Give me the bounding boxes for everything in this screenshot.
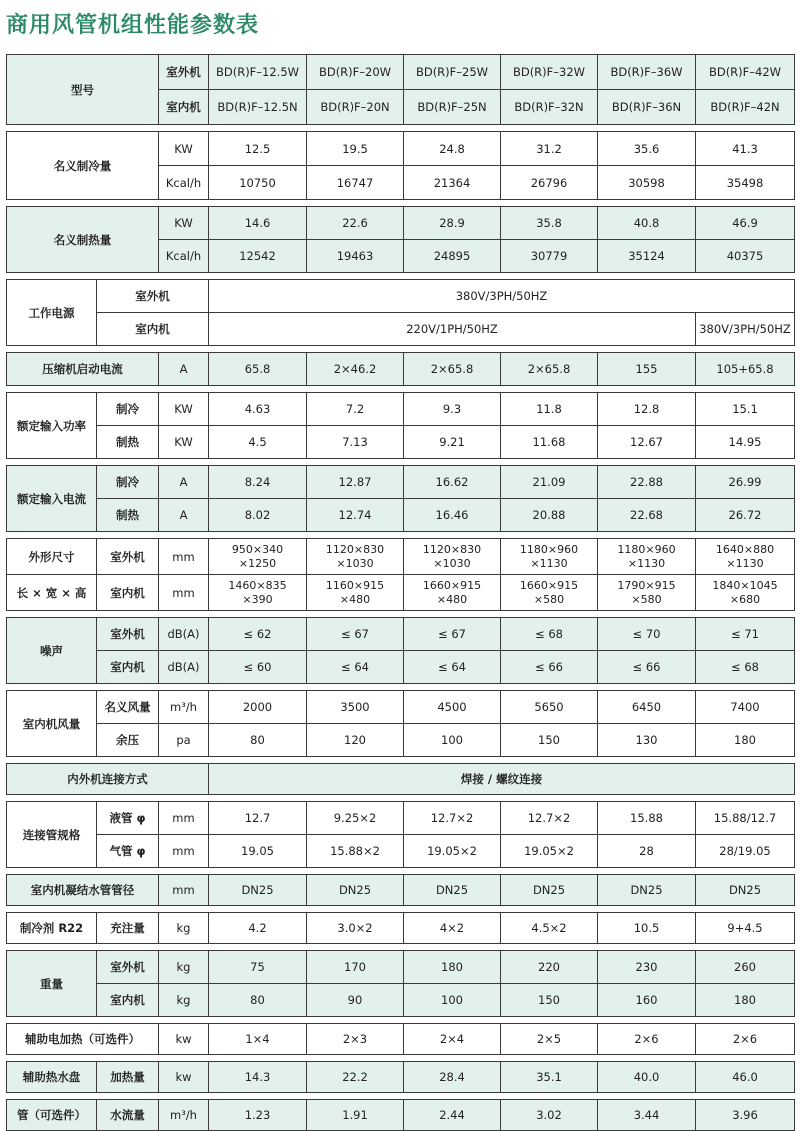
noise-outdoor-cell: ≤ 70 — [598, 618, 696, 651]
row-label-refrigerant: 制冷剂 R22 — [7, 913, 97, 944]
input-current-cool-cell: 22.88 — [598, 466, 696, 499]
pipe-gas-cell: 19.05 — [209, 835, 307, 868]
sub-label: 余压 — [97, 724, 159, 757]
model-indoor-cell: BD(R)F–25N — [404, 90, 501, 125]
sub-label: 室外机 — [97, 618, 159, 651]
hot-water-heat-cell: 40.0 — [598, 1062, 696, 1093]
noise-indoor-cell: ≤ 66 — [598, 651, 696, 684]
dim-line: 1460×835 — [228, 578, 287, 592]
input-power-cool-cell: 11.8 — [501, 393, 598, 426]
noise-indoor-cell: ≤ 64 — [404, 651, 501, 684]
input-current-heat-cell: 22.68 — [598, 499, 696, 532]
heating-kcal-cell: 35124 — [598, 240, 696, 273]
input-power-cool-cell: 4.63 — [209, 393, 307, 426]
pipe-liquid-cell: 15.88 — [598, 802, 696, 835]
drain-cell: DN25 — [307, 875, 404, 906]
heating-kcal-cell: 12542 — [209, 240, 307, 273]
sub-label: 制热 — [97, 426, 159, 459]
unit-cell: dB(A) — [159, 651, 209, 684]
refrigerant-cell: 3.0×2 — [307, 913, 404, 944]
dim-outdoor-cell — [696, 539, 795, 575]
pressure-cell: 120 — [307, 724, 404, 757]
model-outdoor-cell: BD(R)F–20W — [307, 55, 404, 90]
row-label-weight: 重量 — [7, 951, 97, 1017]
model-outdoor-cell: BD(R)F–36W — [598, 55, 696, 90]
pipe-liquid-cell: 9.25×2 — [307, 802, 404, 835]
sub-label: 充注量 — [97, 913, 159, 944]
input-current-heat-cell: 8.02 — [209, 499, 307, 532]
row-label-dimensions-lwh: 长 × 宽 × 高 — [7, 575, 97, 611]
pipe-liquid-cell: 12.7 — [209, 802, 307, 835]
heating-kw-cell: 28.9 — [404, 207, 501, 240]
input-power-heat-cell: 11.68 — [501, 426, 598, 459]
pressure-cell: 180 — [696, 724, 795, 757]
heating-kcal-cell: 40375 — [696, 240, 795, 273]
unit-cell: kg — [159, 984, 209, 1017]
cooling-kw-cell: 35.6 — [598, 132, 696, 166]
dim-line: ×580 — [533, 592, 565, 606]
unit-cell: A — [159, 499, 209, 532]
dim-line: 1840×1045 — [712, 578, 778, 592]
heating-kw-cell: 40.8 — [598, 207, 696, 240]
unit-cell: KW — [159, 132, 209, 166]
cooling-kcal-cell: 10750 — [209, 166, 307, 200]
airflow-cell: 6450 — [598, 691, 696, 724]
drain-cell: DN25 — [209, 875, 307, 906]
dim-outdoor-cell — [404, 539, 501, 575]
heating-kw-cell: 35.8 — [501, 207, 598, 240]
cooling-kcal-cell: 26796 — [501, 166, 598, 200]
model-indoor-cell: BD(R)F–36N — [598, 90, 696, 125]
unit-cell: A — [159, 466, 209, 499]
unit-cell: mm — [159, 835, 209, 868]
input-power-heat-cell: 9.21 — [404, 426, 501, 459]
row-label-noise: 噪声 — [7, 618, 97, 684]
cooling-kw-cell: 12.5 — [209, 132, 307, 166]
hot-water-heat-cell: 22.2 — [307, 1062, 404, 1093]
dim-line: 1640×880 — [715, 542, 775, 556]
input-current-cool-cell: 26.99 — [696, 466, 795, 499]
row-label-input-current: 额定输入电流 — [7, 466, 97, 532]
dim-line: 1180×960 — [617, 542, 676, 556]
input-current-cool-cell: 21.09 — [501, 466, 598, 499]
hot-water-heat-cell: 28.4 — [404, 1062, 501, 1093]
dim-indoor-cell — [696, 575, 795, 611]
dim-line: ×1030 — [336, 556, 374, 570]
heating-kw-cell: 22.6 — [307, 207, 404, 240]
input-power-cool-cell: 9.3 — [404, 393, 501, 426]
input-power-heat-cell: 7.13 — [307, 426, 404, 459]
dim-indoor-cell — [598, 575, 696, 611]
dim-line: ×480 — [436, 592, 468, 606]
sub-label: 室外机 — [97, 539, 159, 575]
sub-label: 液管 φ — [97, 802, 159, 835]
pipe-gas-cell: 28/19.05 — [696, 835, 795, 868]
input-power-heat-cell: 12.67 — [598, 426, 696, 459]
dim-line: ×680 — [729, 592, 761, 606]
row-label-aux-heat: 辅助电加热（可选件） — [7, 1024, 159, 1055]
hot-water-heat-cell: 14.3 — [209, 1062, 307, 1093]
model-outdoor-cell: BD(R)F–42W — [696, 55, 795, 90]
input-power-heat-cell: 4.5 — [209, 426, 307, 459]
weight-outdoor-cell: 230 — [598, 951, 696, 984]
weight-outdoor-cell: 170 — [307, 951, 404, 984]
cooling-kcal-cell: 21364 — [404, 166, 501, 200]
hot-water-heat-cell: 35.1 — [501, 1062, 598, 1093]
pipe-gas-cell: 28 — [598, 835, 696, 868]
noise-indoor-cell: ≤ 60 — [209, 651, 307, 684]
row-label-power: 工作电源 — [7, 280, 97, 346]
noise-outdoor-cell: ≤ 62 — [209, 618, 307, 651]
aux-heat-cell: 1×4 — [209, 1024, 307, 1055]
spec-table — [6, 54, 795, 1131]
noise-indoor-cell: ≤ 66 — [501, 651, 598, 684]
dim-outdoor-cell — [307, 539, 404, 575]
unit-cell: A — [159, 353, 209, 386]
pressure-cell: 80 — [209, 724, 307, 757]
heating-kcal-cell: 30779 — [501, 240, 598, 273]
cooling-kcal-cell: 16747 — [307, 166, 404, 200]
airflow-cell: 3500 — [307, 691, 404, 724]
weight-indoor-cell: 150 — [501, 984, 598, 1017]
pressure-cell: 150 — [501, 724, 598, 757]
unit-cell: kw — [159, 1024, 209, 1055]
airflow-cell: 4500 — [404, 691, 501, 724]
row-label-hot-water: 辅助热水盘 — [7, 1062, 97, 1093]
model-outdoor-label: 室外机 — [159, 55, 209, 90]
hot-water-flow-cell: 3.96 — [696, 1100, 795, 1131]
weight-outdoor-cell: 220 — [501, 951, 598, 984]
connection-value: 焊接 / 螺纹连接 — [209, 764, 795, 795]
hot-water-flow-cell: 3.02 — [501, 1100, 598, 1131]
input-current-heat-cell: 26.72 — [696, 499, 795, 532]
noise-outdoor-cell: ≤ 67 — [404, 618, 501, 651]
drain-cell: DN25 — [598, 875, 696, 906]
model-indoor-cell: BD(R)F–12.5N — [209, 90, 307, 125]
refrigerant-cell: 4.2 — [209, 913, 307, 944]
airflow-cell: 5650 — [501, 691, 598, 724]
weight-indoor-cell: 100 — [404, 984, 501, 1017]
input-current-heat-cell: 16.46 — [404, 499, 501, 532]
row-label-heating: 名义制热量 — [7, 207, 159, 273]
row-label-input-power: 额定输入功率 — [7, 393, 97, 459]
sub-label: 室内机 — [97, 575, 159, 611]
sub-label: 室内机 — [97, 984, 159, 1017]
unit-cell: m³/h — [159, 1100, 209, 1131]
sub-label: 气管 φ — [97, 835, 159, 868]
hot-water-flow-cell: 1.23 — [209, 1100, 307, 1131]
unit-cell: KW — [159, 207, 209, 240]
power-indoor-label: 室内机 — [97, 313, 209, 346]
row-label-airflow: 室内机风量 — [7, 691, 97, 757]
cooling-kw-cell: 31.2 — [501, 132, 598, 166]
power-indoor-value-42: 380V/3PH/50HZ — [696, 313, 795, 346]
model-outdoor-cell: BD(R)F–25W — [404, 55, 501, 90]
weight-indoor-cell: 80 — [209, 984, 307, 1017]
unit-cell: mm — [159, 575, 209, 611]
model-indoor-label: 室内机 — [159, 90, 209, 125]
noise-outdoor-cell: ≤ 67 — [307, 618, 404, 651]
airflow-cell: 2000 — [209, 691, 307, 724]
cooling-kw-cell: 24.8 — [404, 132, 501, 166]
dim-line: 1180×960 — [519, 542, 579, 556]
dim-line: 1120×830 — [422, 542, 482, 556]
row-label-drain: 室内机凝结水管管径 — [7, 875, 159, 906]
sub-label: 制冷 — [97, 466, 159, 499]
hot-water-heat-cell: 46.0 — [696, 1062, 795, 1093]
dim-line: 1160×915 — [325, 578, 385, 592]
aux-heat-cell: 2×4 — [404, 1024, 501, 1055]
pipe-gas-cell: 19.05×2 — [501, 835, 598, 868]
start-current-cell: 105+65.8 — [696, 353, 795, 386]
page-title: 商用风管机组性能参数表 — [6, 13, 260, 38]
row-label-hot-water-2: 管（可选件） — [7, 1100, 97, 1131]
sub-label: 制热 — [97, 499, 159, 532]
sub-label: 室内机 — [97, 651, 159, 684]
dim-line: ×1030 — [433, 556, 471, 570]
weight-indoor-cell: 90 — [307, 984, 404, 1017]
sub-label: 名义风量 — [97, 691, 159, 724]
start-current-cell: 2×65.8 — [404, 353, 501, 386]
cooling-kw-cell: 19.5 — [307, 132, 404, 166]
heating-kw-cell: 14.6 — [209, 207, 307, 240]
row-label-connection: 内外机连接方式 — [7, 764, 209, 795]
sub-label: 加热量 — [97, 1062, 159, 1093]
unit-cell: kg — [159, 913, 209, 944]
cooling-kcal-cell: 30598 — [598, 166, 696, 200]
refrigerant-cell: 10.5 — [598, 913, 696, 944]
dim-line: 1120×830 — [325, 542, 385, 556]
drain-cell: DN25 — [404, 875, 501, 906]
pipe-liquid-cell: 15.88/12.7 — [696, 802, 795, 835]
input-current-heat-cell: 12.74 — [307, 499, 404, 532]
dim-indoor-cell — [307, 575, 404, 611]
unit-cell: m³/h — [159, 691, 209, 724]
dim-outdoor-cell — [501, 539, 598, 575]
dim-line: 1660×915 — [422, 578, 482, 592]
aux-heat-cell: 2×6 — [598, 1024, 696, 1055]
noise-indoor-cell: ≤ 68 — [696, 651, 795, 684]
power-indoor-value: 220V/1PH/50HZ — [209, 313, 696, 346]
unit-cell: kg — [159, 951, 209, 984]
airflow-cell: 7400 — [696, 691, 795, 724]
pipe-gas-cell: 19.05×2 — [404, 835, 501, 868]
unit-cell: dB(A) — [159, 618, 209, 651]
pipe-gas-cell: 15.88×2 — [307, 835, 404, 868]
row-label-start-current: 压缩机启动电流 — [7, 353, 159, 386]
aux-heat-cell: 2×5 — [501, 1024, 598, 1055]
unit-cell: Kcal/h — [159, 166, 209, 200]
row-label-cooling: 名义制冷量 — [7, 132, 159, 200]
heating-kw-cell: 46.9 — [696, 207, 795, 240]
sub-label: 水流量 — [97, 1100, 159, 1131]
row-label-model: 型号 — [7, 55, 159, 125]
dim-outdoor-cell — [209, 539, 307, 575]
input-power-cool-cell: 15.1 — [696, 393, 795, 426]
input-current-cool-cell: 8.24 — [209, 466, 307, 499]
pressure-cell: 130 — [598, 724, 696, 757]
input-power-cool-cell: 7.2 — [307, 393, 404, 426]
pipe-liquid-cell: 12.7×2 — [501, 802, 598, 835]
dim-indoor-cell — [209, 575, 307, 611]
start-current-cell: 65.8 — [209, 353, 307, 386]
dim-line: 1790×915 — [617, 578, 676, 592]
dim-line: 1660×915 — [519, 578, 579, 592]
noise-outdoor-cell: ≤ 71 — [696, 618, 795, 651]
pressure-cell: 100 — [404, 724, 501, 757]
start-current-cell: 155 — [598, 353, 696, 386]
unit-cell: mm — [159, 802, 209, 835]
refrigerant-cell: 9+4.5 — [696, 913, 795, 944]
dim-line: ×1250 — [238, 556, 277, 570]
noise-indoor-cell: ≤ 64 — [307, 651, 404, 684]
unit-cell: pa — [159, 724, 209, 757]
weight-outdoor-cell: 75 — [209, 951, 307, 984]
refrigerant-cell: 4×2 — [404, 913, 501, 944]
input-current-cool-cell: 12.87 — [307, 466, 404, 499]
dim-line: ×390 — [242, 592, 273, 606]
drain-cell: DN25 — [501, 875, 598, 906]
row-label-dimensions: 外形尺寸 — [7, 539, 97, 575]
weight-outdoor-cell: 260 — [696, 951, 795, 984]
dim-line: ×580 — [631, 592, 662, 606]
model-indoor-cell: BD(R)F–32N — [501, 90, 598, 125]
dim-indoor-cell — [404, 575, 501, 611]
unit-cell: mm — [159, 539, 209, 575]
weight-indoor-cell: 160 — [598, 984, 696, 1017]
weight-indoor-cell: 180 — [696, 984, 795, 1017]
input-current-heat-cell: 20.88 — [501, 499, 598, 532]
sub-label: 制冷 — [97, 393, 159, 426]
dim-line: ×1130 — [530, 556, 568, 570]
heating-kcal-cell: 19463 — [307, 240, 404, 273]
refrigerant-cell: 4.5×2 — [501, 913, 598, 944]
dim-line: ×1130 — [627, 556, 666, 570]
power-outdoor-value: 380V/3PH/50HZ — [209, 280, 795, 313]
sub-label: 室外机 — [97, 951, 159, 984]
model-indoor-cell: BD(R)F–42N — [696, 90, 795, 125]
input-power-heat-cell: 14.95 — [696, 426, 795, 459]
aux-heat-cell: 2×6 — [696, 1024, 795, 1055]
start-current-cell: 2×46.2 — [307, 353, 404, 386]
drain-cell: DN25 — [696, 875, 795, 906]
input-power-cool-cell: 12.8 — [598, 393, 696, 426]
unit-cell: kw — [159, 1062, 209, 1093]
unit-cell: KW — [159, 393, 209, 426]
unit-cell: KW — [159, 426, 209, 459]
heating-kcal-cell: 24895 — [404, 240, 501, 273]
dim-line: ×480 — [339, 592, 371, 606]
input-current-cool-cell: 16.62 — [404, 466, 501, 499]
noise-outdoor-cell: ≤ 68 — [501, 618, 598, 651]
power-outdoor-label: 室外机 — [97, 280, 209, 313]
dim-line: ×1130 — [726, 556, 764, 570]
hot-water-flow-cell: 1.91 — [307, 1100, 404, 1131]
row-label-pipe: 连接管规格 — [7, 802, 97, 868]
aux-heat-cell: 2×3 — [307, 1024, 404, 1055]
dim-indoor-cell — [501, 575, 598, 611]
hot-water-flow-cell: 3.44 — [598, 1100, 696, 1131]
hot-water-flow-cell: 2.44 — [404, 1100, 501, 1131]
unit-cell: Kcal/h — [159, 240, 209, 273]
start-current-cell: 2×65.8 — [501, 353, 598, 386]
model-outdoor-cell: BD(R)F–32W — [501, 55, 598, 90]
pipe-liquid-cell: 12.7×2 — [404, 802, 501, 835]
model-indoor-cell: BD(R)F–20N — [307, 90, 404, 125]
cooling-kw-cell: 41.3 — [696, 132, 795, 166]
weight-outdoor-cell: 180 — [404, 951, 501, 984]
unit-cell: mm — [159, 875, 209, 906]
model-outdoor-cell: BD(R)F–12.5W — [209, 55, 307, 90]
dim-line: 950×340 — [231, 542, 284, 556]
cooling-kcal-cell: 35498 — [696, 166, 795, 200]
dim-outdoor-cell — [598, 539, 696, 575]
